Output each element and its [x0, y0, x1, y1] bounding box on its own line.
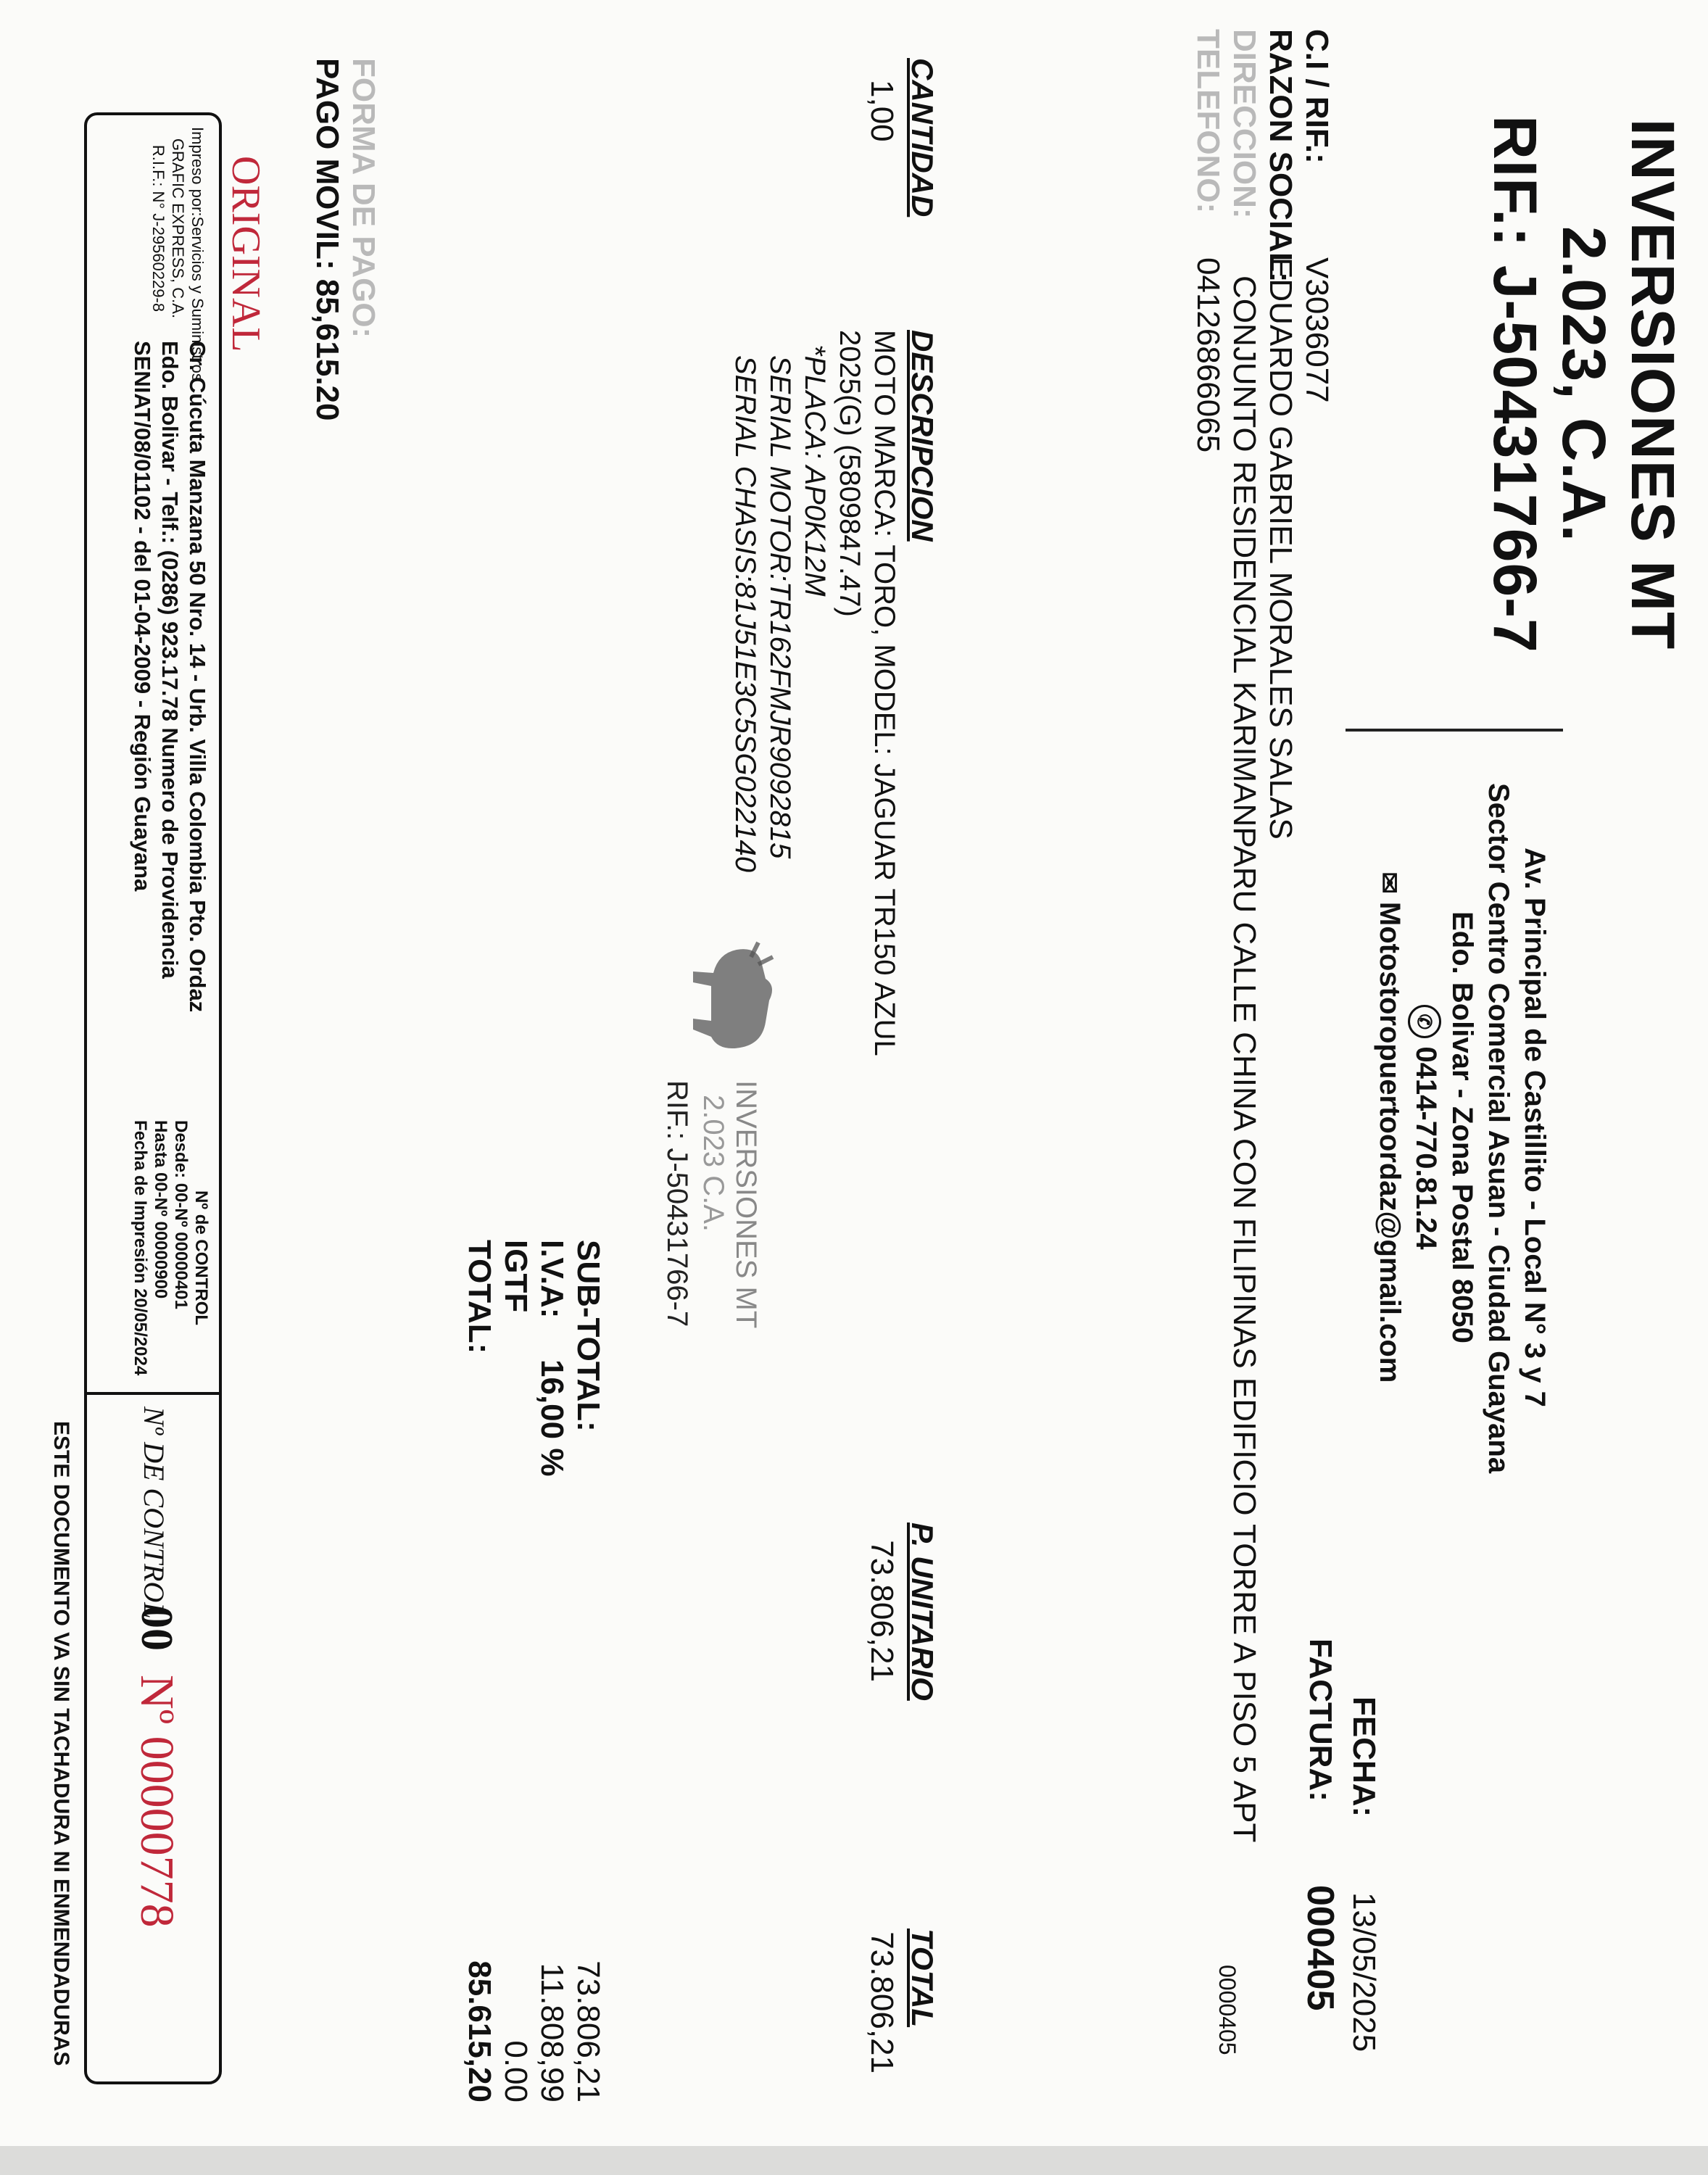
address-line3: Edo. Bolivar - Zona Postal 8050 [1446, 911, 1478, 1343]
printer-line1: Impreso por:Servicios y Suministros [188, 127, 207, 381]
razon-social-label: RAZON SOCIAL: [1263, 29, 1298, 283]
control-prefix: 00 [132, 1606, 181, 1651]
row-cantidad: 1,00 [864, 80, 900, 142]
header-cantidad: CANTIDAD [905, 58, 940, 218]
total-label: TOTAL: [462, 1240, 497, 1354]
telefono-value: 04126866065 [1190, 257, 1226, 453]
bull-logo-stamp [686, 935, 780, 1058]
total-value: 85.615,20 [462, 1960, 497, 2102]
fecha-label: FECHA: [1346, 1696, 1382, 1818]
factura-value: 000405 [1299, 1885, 1341, 2011]
control-number: Nº 00000778 [130, 1675, 183, 1928]
ci-value: V3036077 [1299, 257, 1335, 403]
telefono-label: TELEFONO: [1190, 29, 1226, 214]
header-total: TOTAL [905, 1928, 940, 2028]
company-email: Motostoropuertoordaz@gmail.com [1374, 901, 1406, 1383]
header-descripcion: DESCRIPCION [905, 330, 940, 542]
iva-value: 11.808,99 [534, 1963, 570, 2102]
stamp-line3: RIF.: J-50431766-7 [661, 1080, 693, 1327]
control-label: Nº DE CONTROL [138, 1406, 170, 1619]
direccion-label: DIRECCION: [1227, 29, 1262, 219]
fecha-value: 13/05/2025 [1346, 1892, 1382, 2052]
mail-icon: ✉ [1375, 871, 1404, 894]
disclaimer: ESTE DOCUMENTO VA SIN TACHADURA NI ENMENDADURAS [49, 1421, 73, 2066]
direccion-value: CONJUNTO RESIDENCIAL KARIMANPARU CALLE CHINA CON FILIPINAS EDIFICIO TORRE A PISO 5 APT [1227, 276, 1262, 1843]
company-phone: 0414-770.81.24 [1410, 1046, 1442, 1250]
pago-movil: PAGO MOVIL: 85,615.20 [310, 58, 345, 421]
row-desc-line5: SERIAL CHASIS:81J51E3C5SG022140 [729, 355, 761, 873]
row-unit-price: 73.806,21 [864, 1540, 900, 1682]
header-divider [1346, 729, 1563, 732]
factura-label: FACTURA: [1303, 1638, 1338, 1802]
company-name-line2: 2.023, C.A. [1550, 226, 1618, 542]
control-range [130, 1120, 211, 1396]
subtotal-label: SUB-TOTAL: [571, 1240, 606, 1432]
row-desc-line2: 2025(G) (5809847.47) [834, 330, 866, 617]
printer-address [128, 341, 211, 1012]
printer-addr2: Edo. Bolivar - Telf.: (0286) 923.17.78 Numero de Providencia [157, 341, 183, 979]
igtf-value: 0.00 [498, 2040, 534, 2102]
printer-line3: R.I.F.: N° J-29560229-8 [149, 144, 167, 312]
printer-line2: GRAFIC EXPRESS, C.A. [169, 138, 187, 319]
company-name-line1: INVERSIONES MT [1619, 118, 1687, 650]
control-desde: Desde: 00-Nº 00000401 [171, 1120, 191, 1309]
iva-rate: 16,00 % [534, 1359, 570, 1477]
apt-note: 0000405 [1214, 1965, 1240, 2055]
forma-de-pago-label: FORMA DE PAGO: [346, 58, 381, 339]
original-label: ORIGINAL [223, 156, 268, 352]
email-row [1372, 783, 1407, 1472]
stamp-line2: 2.023 C.A. [697, 1095, 729, 1232]
address-line2: Sector Centro Comercial Asuan - Ciudad Guayana [1483, 783, 1514, 1474]
phone-row [1408, 783, 1443, 1472]
header-p-unitario: P. UNITARIO [905, 1522, 940, 1701]
ci-label: C.I / RIF.: [1299, 29, 1335, 164]
phone-icon: ✆ [1408, 1005, 1441, 1038]
control-fecha: Fecha de Impresión 20/05/2024 [130, 1120, 150, 1376]
row-desc-line4: SERIAL MOTOR:TR162FMJR9092815 [764, 355, 796, 859]
razon-social-value: EDUARDO GABRIEL MORALES SALAS [1263, 257, 1298, 840]
printer-addr3: SENIAT/08/01102 - del 01-04-2009 - Región Guayana [130, 341, 155, 892]
iva-label: I.V.A: [534, 1240, 570, 1319]
row-desc-line1: MOTO MARCA: TORO, MODEL: JAGUAR TR150 AZUL [868, 330, 900, 1056]
row-desc-line3: *PLACA: AP0K12M [799, 344, 831, 597]
control-divider [84, 1392, 222, 1395]
stamp-line1: INVERSIONES MT [730, 1080, 762, 1329]
subtotal-value: 73.806,21 [571, 1960, 606, 2102]
company-rif: RIF.: J-50431766-7 [1481, 115, 1549, 653]
igtf-label: IGTF [498, 1240, 534, 1313]
row-total: 73.806,21 [864, 1931, 900, 2074]
printer-addr1: Cr. Cúcuta Manzana 50 Nro. 14 - Urb. Villa Colombia Pto. Ordaz [185, 341, 210, 1013]
printer-info [149, 127, 207, 381]
address-line1: Av. Principal de Castillito - Local N° 3 y 7 [1519, 848, 1551, 1407]
control-title: Nº de CONTROL [191, 1190, 211, 1326]
control-hasta: Hasta 00-Nº 00000900 [151, 1120, 170, 1299]
